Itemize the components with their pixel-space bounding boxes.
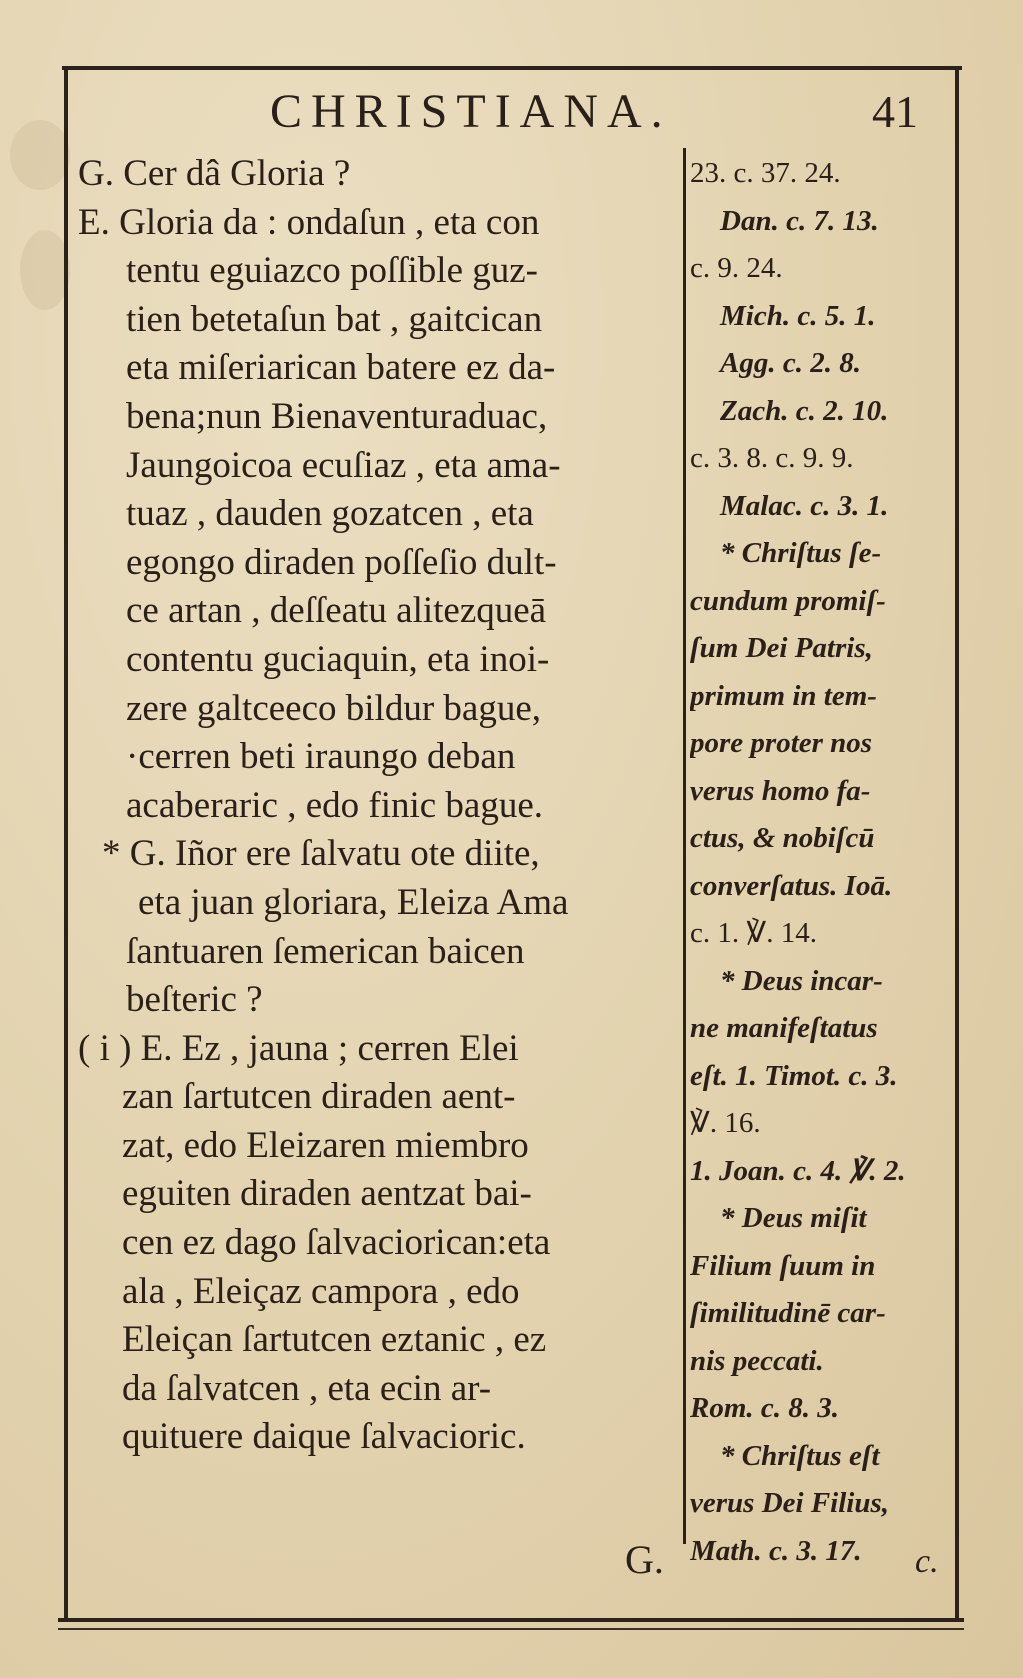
text-line: ſantuaren ſemerican baicen	[126, 930, 525, 972]
text-line: contentu guciaquin, eta inoi-	[126, 638, 550, 680]
margin-line: converſatus. Ioā.	[690, 869, 893, 902]
text-line: egongo diraden poſſeſio dult-	[126, 541, 557, 583]
marginal-notes	[690, 150, 952, 1575]
margin-line: ne manifeſtatus	[690, 1012, 878, 1044]
text-line: beſteric ?	[126, 979, 263, 1021]
text-line: * G. Iñor ere ſalvatu ote diite,	[102, 833, 540, 875]
margin-line: c. 9. 24.	[690, 252, 783, 284]
text-line: G. Cer dâ Gloria ?	[78, 153, 351, 194]
text-line: bena;nun Bienaventuraduac,	[126, 395, 548, 437]
text-line: quituere daique ſalvacioric.	[122, 1416, 526, 1458]
margin-line: ctus, & nobiſcū	[690, 822, 875, 854]
margin-line: verus Dei Filius,	[690, 1487, 889, 1519]
text-line: zat, edo Eleizaren miembro	[122, 1124, 529, 1166]
text-line: eta juan gloriara, Eleiza Ama	[138, 881, 569, 923]
margin-line: 23. c. 37. 24.	[690, 157, 841, 189]
main-text-column	[78, 150, 678, 1462]
text-line: ( i ) E. Ez , jauna ; cerren Elei	[78, 1027, 519, 1069]
running-head: CHRISTIANA.	[270, 85, 672, 138]
margin-line: 1. Joan. c. 4. ℣. 2.	[690, 1154, 906, 1187]
margin-line: * Chriſtus eſt	[720, 1439, 880, 1472]
catchword: G.	[625, 1537, 664, 1582]
margin-line: c. 1. ℣. 14.	[690, 917, 817, 949]
right-rule	[955, 66, 959, 1622]
text-line: tien betetaſun bat , gaitcican	[126, 298, 543, 340]
margin-catchword: c.	[915, 1543, 939, 1580]
bottom-rule-thin	[58, 1628, 964, 1630]
text-line: Jaungoicoa ecuſiaz , eta ama-	[126, 444, 561, 486]
margin-line: Malac. c. 3. 1.	[720, 489, 889, 522]
column-divider	[683, 148, 686, 1544]
text-line: eta miſeriarican batere ez da-	[126, 347, 556, 389]
paper-stain	[10, 120, 70, 190]
margin-line: cundum promiſ-	[690, 584, 886, 617]
text-line: Eleiçan ſartutcen eztanic , ez	[122, 1319, 547, 1361]
text-line: ce artan , deſſeatu alitezqueā	[126, 590, 547, 632]
left-rule	[64, 66, 68, 1622]
margin-line: Zach. c. 2. 10.	[720, 394, 889, 427]
margin-line: pore proter nos	[690, 727, 873, 759]
text-line: ·cerren beti iraungo deban	[126, 736, 516, 778]
text-line: zere galtceeco bildur bague,	[126, 687, 541, 729]
text-line: E. Gloria da : ondaſun , eta con	[78, 201, 540, 243]
text-line: tuaz , dauden gozatcen , eta	[126, 493, 534, 535]
margin-line: Agg. c. 2. 8.	[720, 347, 861, 379]
margin-line: * Deus incar-	[720, 964, 883, 997]
text-line: zan ſartutcen diraden aent-	[122, 1076, 516, 1118]
margin-line: Rom. c. 8. 3.	[690, 1392, 840, 1424]
text-line: acaberaric , edo finic bague.	[126, 784, 544, 826]
margin-line: eſt. 1. Timot. c. 3.	[690, 1059, 898, 1092]
top-rule	[62, 66, 962, 70]
paper-stain	[20, 230, 70, 310]
text-line: tentu eguiazco poſſible guz-	[126, 250, 538, 292]
margin-line: c. 3. 8. c. 9. 9.	[690, 442, 854, 474]
text-line: da ſalvatcen , eta ecin ar-	[122, 1367, 492, 1409]
page-number: 41	[872, 86, 918, 137]
text-line: ala , Eleiçaz campora , edo	[122, 1270, 520, 1312]
margin-line: ſimilitudinē car-	[690, 1297, 886, 1329]
margin-line: ℣. 16.	[690, 1107, 761, 1139]
margin-line: * Chriſtus ſe-	[720, 537, 882, 569]
margin-line: Mich. c. 5. 1.	[720, 299, 876, 332]
margin-line: nis peccati.	[690, 1344, 824, 1377]
margin-line: verus homo fa-	[690, 774, 871, 807]
margin-line: Filium ſuum in	[690, 1249, 876, 1282]
margin-line: ſum Dei Patris,	[690, 632, 873, 664]
margin-line: Math. c. 3. 17.	[690, 1534, 862, 1567]
margin-line: Dan. c. 7. 13.	[720, 204, 879, 237]
text-line: eguiten diraden aentzat bai-	[122, 1173, 532, 1215]
bottom-rule	[58, 1618, 964, 1622]
text-line: cen ez dago ſalvaciorican:eta	[122, 1222, 551, 1264]
margin-line: primum in tem-	[690, 679, 877, 712]
margin-line: * Deus miſit	[720, 1202, 867, 1234]
